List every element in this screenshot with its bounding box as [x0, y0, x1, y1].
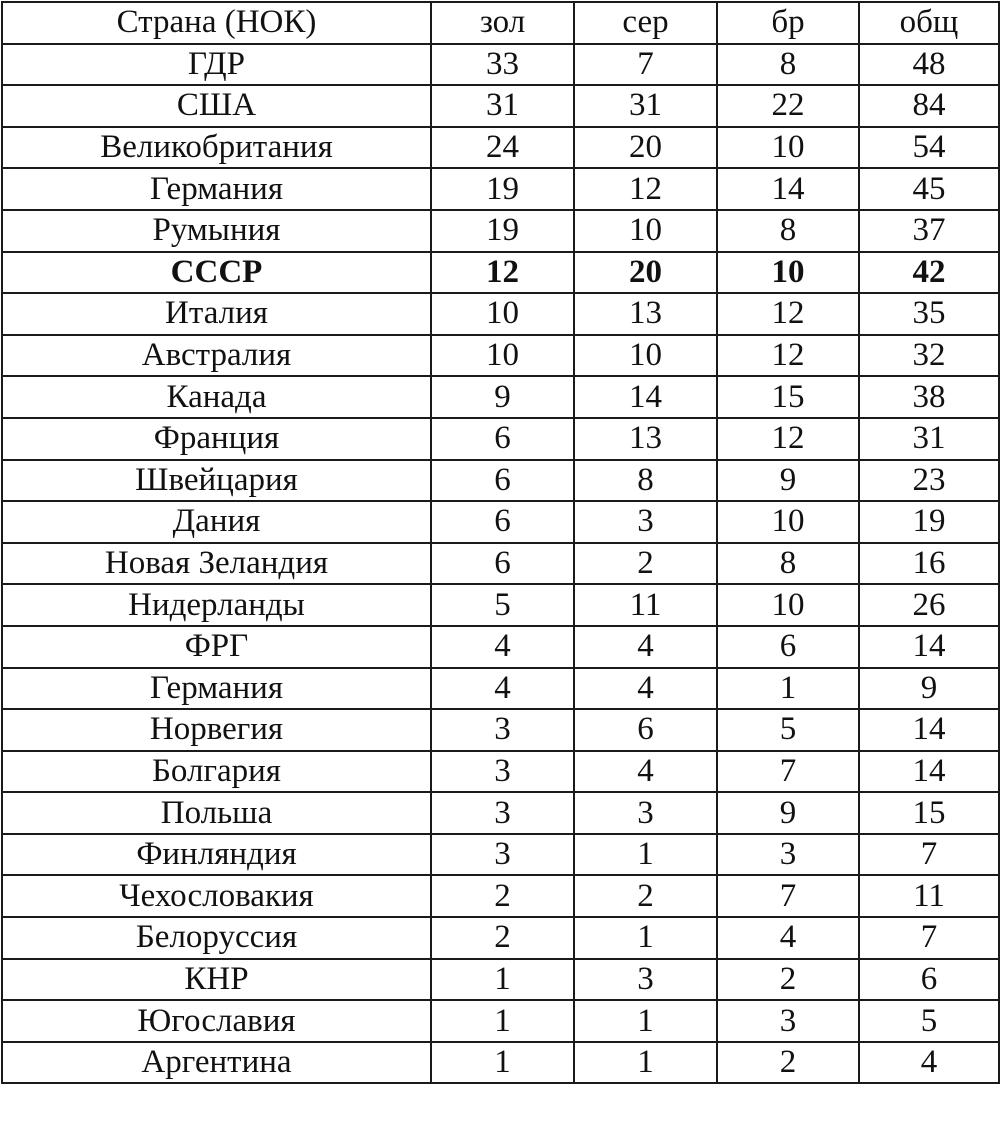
cell-bronze: 12 — [717, 418, 859, 460]
cell-gold: 6 — [431, 418, 574, 460]
table-body — [2, 44, 999, 1084]
cell-bronze: 3 — [717, 834, 859, 876]
cell-silver: 20 — [574, 127, 717, 169]
table-row — [2, 959, 999, 1001]
cell-gold: 33 — [431, 44, 574, 86]
cell-bronze: 12 — [717, 293, 859, 335]
cell-silver: 13 — [574, 418, 717, 460]
cell-country: Новая Зеландия — [2, 543, 431, 585]
table-row — [2, 834, 999, 876]
cell-country: Югославия — [2, 1000, 431, 1042]
cell-gold: 6 — [431, 501, 574, 543]
cell-silver: 3 — [574, 959, 717, 1001]
cell-country: Аргентина — [2, 1042, 431, 1084]
cell-country: СССР — [2, 252, 431, 294]
cell-country: Норвегия — [2, 709, 431, 751]
table-row — [2, 168, 999, 210]
cell-country: Дания — [2, 501, 431, 543]
cell-silver: 14 — [574, 376, 717, 418]
cell-total: 5 — [859, 1000, 999, 1042]
cell-total: 14 — [859, 751, 999, 793]
cell-silver: 31 — [574, 85, 717, 127]
cell-gold: 6 — [431, 543, 574, 585]
cell-gold: 12 — [431, 252, 574, 294]
cell-gold: 4 — [431, 668, 574, 710]
table-row — [2, 917, 999, 959]
cell-total: 26 — [859, 584, 999, 626]
cell-silver: 13 — [574, 293, 717, 335]
cell-country: США — [2, 85, 431, 127]
cell-country: Чехословакия — [2, 875, 431, 917]
cell-country: Финляндия — [2, 834, 431, 876]
cell-bronze: 8 — [717, 543, 859, 585]
header-bronze: бр — [717, 2, 859, 44]
cell-country: Италия — [2, 293, 431, 335]
table-row — [2, 252, 999, 294]
cell-silver: 3 — [574, 792, 717, 834]
table-row — [2, 1000, 999, 1042]
cell-total: 23 — [859, 460, 999, 502]
cell-bronze: 6 — [717, 626, 859, 668]
cell-gold: 10 — [431, 293, 574, 335]
table-row — [2, 44, 999, 86]
cell-gold: 19 — [431, 210, 574, 252]
cell-gold: 1 — [431, 1042, 574, 1084]
cell-bronze: 10 — [717, 501, 859, 543]
cell-bronze: 5 — [717, 709, 859, 751]
cell-gold: 24 — [431, 127, 574, 169]
cell-silver: 10 — [574, 210, 717, 252]
cell-total: 19 — [859, 501, 999, 543]
cell-gold: 1 — [431, 959, 574, 1001]
cell-country: Швейцария — [2, 460, 431, 502]
cell-bronze: 8 — [717, 44, 859, 86]
cell-bronze: 8 — [717, 210, 859, 252]
cell-silver: 6 — [574, 709, 717, 751]
cell-total: 6 — [859, 959, 999, 1001]
cell-bronze: 7 — [717, 751, 859, 793]
cell-total: 9 — [859, 668, 999, 710]
header-silver: сер — [574, 2, 717, 44]
cell-bronze: 9 — [717, 792, 859, 834]
table-row — [2, 792, 999, 834]
cell-silver: 10 — [574, 335, 717, 377]
header-country: Страна (НОК) — [2, 2, 431, 44]
cell-country: Нидерланды — [2, 584, 431, 626]
table-row — [2, 875, 999, 917]
cell-bronze: 2 — [717, 959, 859, 1001]
table-row — [2, 751, 999, 793]
cell-country: Белоруссия — [2, 917, 431, 959]
cell-bronze: 15 — [717, 376, 859, 418]
cell-total: 16 — [859, 543, 999, 585]
table-row — [2, 418, 999, 460]
cell-silver: 1 — [574, 1042, 717, 1084]
cell-total: 32 — [859, 335, 999, 377]
table-row — [2, 543, 999, 585]
cell-country: Австралия — [2, 335, 431, 377]
cell-bronze: 10 — [717, 127, 859, 169]
cell-total: 45 — [859, 168, 999, 210]
cell-gold: 3 — [431, 834, 574, 876]
header-gold: зол — [431, 2, 574, 44]
cell-silver: 1 — [574, 834, 717, 876]
table-row — [2, 335, 999, 377]
medal-table — [1, 1, 1000, 1084]
table-row — [2, 293, 999, 335]
cell-country: Великобритания — [2, 127, 431, 169]
cell-bronze: 2 — [717, 1042, 859, 1084]
cell-gold: 5 — [431, 584, 574, 626]
cell-total: 7 — [859, 917, 999, 959]
cell-gold: 3 — [431, 792, 574, 834]
header-total: общ — [859, 2, 999, 44]
cell-total: 15 — [859, 792, 999, 834]
cell-gold: 3 — [431, 751, 574, 793]
cell-bronze: 3 — [717, 1000, 859, 1042]
cell-total: 11 — [859, 875, 999, 917]
cell-total: 4 — [859, 1042, 999, 1084]
cell-bronze: 10 — [717, 584, 859, 626]
cell-total: 54 — [859, 127, 999, 169]
table-row — [2, 127, 999, 169]
cell-total: 48 — [859, 44, 999, 86]
table-row — [2, 85, 999, 127]
cell-bronze: 14 — [717, 168, 859, 210]
cell-gold: 1 — [431, 1000, 574, 1042]
table-row — [2, 1042, 999, 1084]
cell-country: Германия — [2, 668, 431, 710]
cell-gold: 4 — [431, 626, 574, 668]
cell-silver: 8 — [574, 460, 717, 502]
table-row — [2, 376, 999, 418]
cell-silver: 2 — [574, 875, 717, 917]
cell-country: Франция — [2, 418, 431, 460]
cell-country: Канада — [2, 376, 431, 418]
cell-silver: 4 — [574, 751, 717, 793]
cell-gold: 31 — [431, 85, 574, 127]
cell-total: 14 — [859, 709, 999, 751]
cell-bronze: 4 — [717, 917, 859, 959]
cell-total: 35 — [859, 293, 999, 335]
cell-country: Польша — [2, 792, 431, 834]
cell-gold: 2 — [431, 917, 574, 959]
cell-country: Болгария — [2, 751, 431, 793]
cell-total: 37 — [859, 210, 999, 252]
cell-bronze: 9 — [717, 460, 859, 502]
cell-total: 31 — [859, 418, 999, 460]
header-row — [2, 2, 999, 44]
table-row — [2, 584, 999, 626]
cell-silver: 3 — [574, 501, 717, 543]
cell-country: КНР — [2, 959, 431, 1001]
cell-silver: 2 — [574, 543, 717, 585]
cell-silver: 4 — [574, 668, 717, 710]
table-row — [2, 501, 999, 543]
cell-bronze: 22 — [717, 85, 859, 127]
cell-gold: 19 — [431, 168, 574, 210]
cell-silver: 1 — [574, 917, 717, 959]
cell-bronze: 7 — [717, 875, 859, 917]
cell-total: 42 — [859, 252, 999, 294]
table-row — [2, 668, 999, 710]
table-row — [2, 210, 999, 252]
cell-silver: 12 — [574, 168, 717, 210]
cell-total: 14 — [859, 626, 999, 668]
cell-gold: 9 — [431, 376, 574, 418]
cell-bronze: 1 — [717, 668, 859, 710]
cell-silver: 20 — [574, 252, 717, 294]
cell-gold: 6 — [431, 460, 574, 502]
cell-country: Румыния — [2, 210, 431, 252]
cell-total: 7 — [859, 834, 999, 876]
table-row — [2, 626, 999, 668]
cell-bronze: 10 — [717, 252, 859, 294]
cell-total: 84 — [859, 85, 999, 127]
cell-bronze: 12 — [717, 335, 859, 377]
cell-country: ГДР — [2, 44, 431, 86]
cell-silver: 11 — [574, 584, 717, 626]
cell-silver: 1 — [574, 1000, 717, 1042]
cell-silver: 7 — [574, 44, 717, 86]
cell-gold: 2 — [431, 875, 574, 917]
cell-gold: 3 — [431, 709, 574, 751]
table-row — [2, 709, 999, 751]
cell-country: ФРГ — [2, 626, 431, 668]
cell-silver: 4 — [574, 626, 717, 668]
cell-gold: 10 — [431, 335, 574, 377]
cell-total: 38 — [859, 376, 999, 418]
cell-country: Германия — [2, 168, 431, 210]
table-row — [2, 460, 999, 502]
